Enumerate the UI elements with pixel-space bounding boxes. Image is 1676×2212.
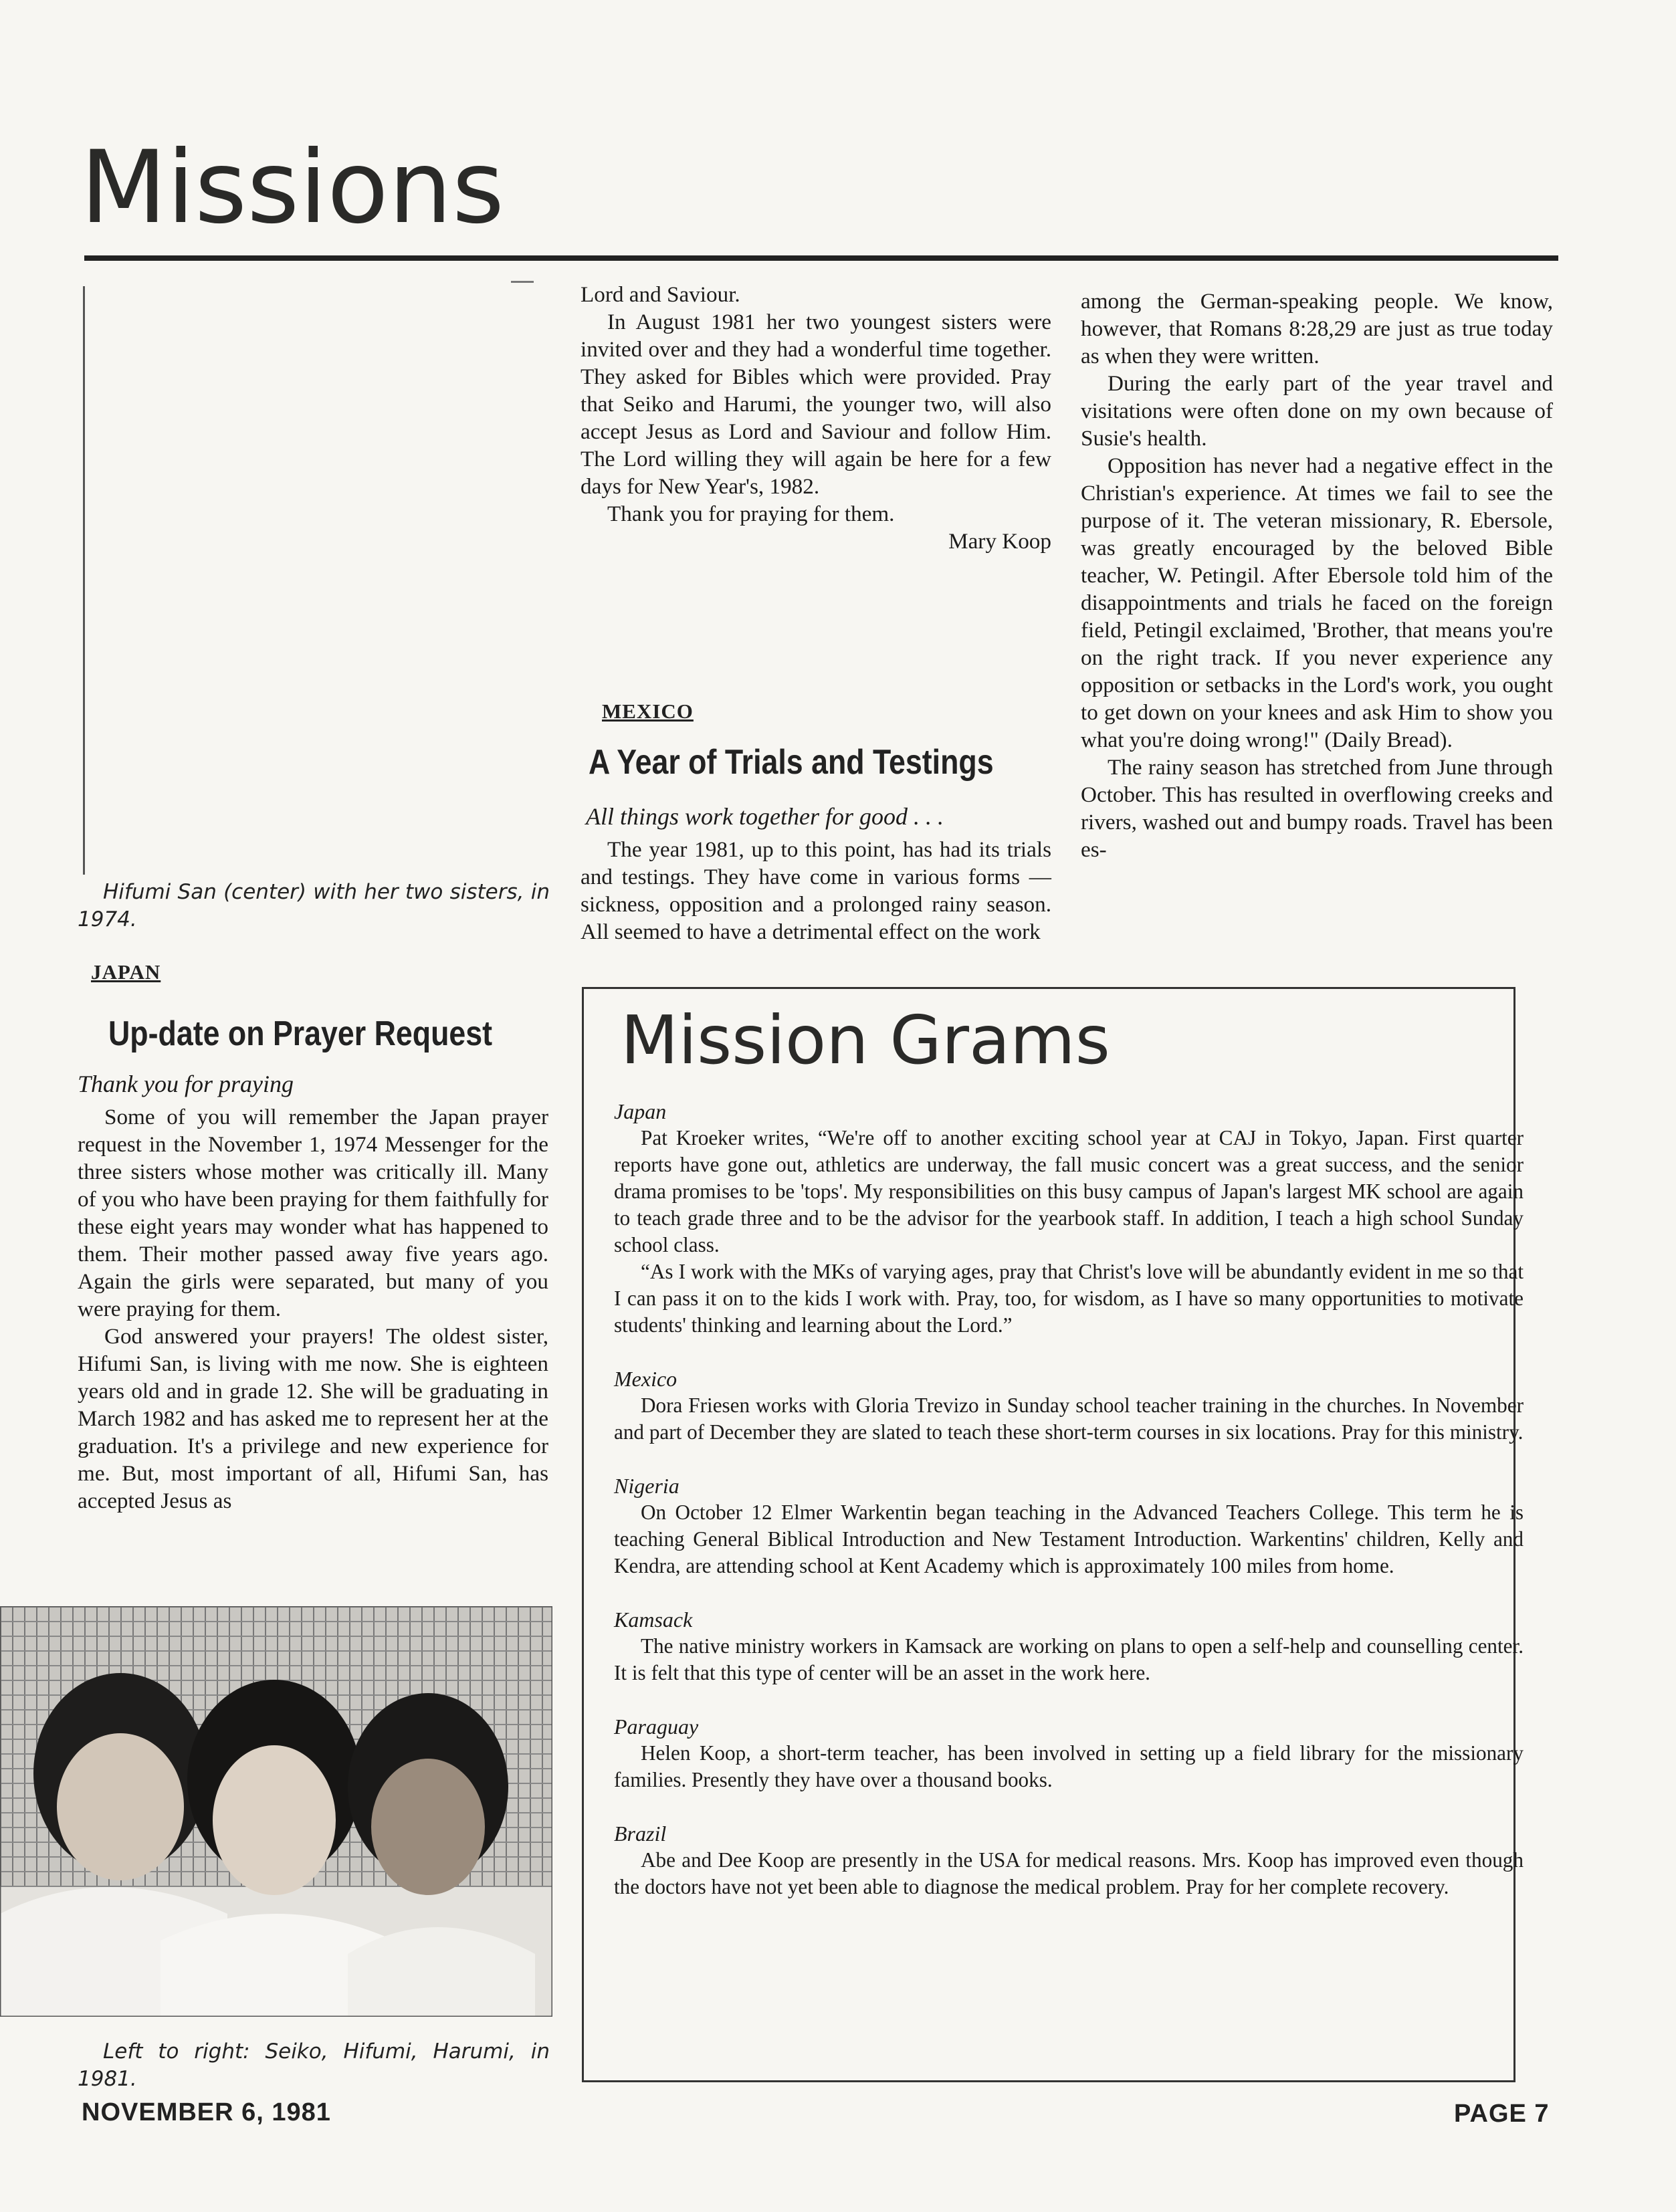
- paragraph: among the German-speaking people. We know, however, that Romans 8:28,29 are just as true today as when they were written.: [1081, 289, 1553, 368]
- signature: Mary Koop: [948, 529, 1051, 554]
- paragraph: The native ministry workers in Kamsack are working on plans to open a self-help and counselling center. It is felt that this type of center will be an asset in the work here.: [614, 1634, 1524, 1684]
- gram-brazil: [614, 1820, 1524, 1900]
- mission-grams-list: [614, 1098, 1524, 1900]
- mexico-kicker: MEXICO: [602, 699, 694, 723]
- gram-body: [614, 1125, 1524, 1339]
- gram-mexico: [614, 1365, 1524, 1446]
- paragraph: The rainy season has stretched from June through October. This has resulted in overflowing creeks and rivers, washed out and bumpy roads. Travel has been es-: [1081, 755, 1553, 862]
- mexico-article-continued: [1081, 288, 1553, 863]
- japan-article-continued: [581, 281, 1051, 555]
- footer-page-number: PAGE 7: [1454, 2100, 1550, 2128]
- title-rule: [84, 255, 1558, 261]
- gram-region: Nigeria: [614, 1474, 679, 1498]
- paragraph: In August 1981 her two youngest sisters were invited over and they had a wonderful time together. They asked for Bibles which were provided. Pray that Seiko and Harumi, the younger two, will also accept Jesus as Lord and Saviour and follow Him. The Lord willing they will again be here for a few days for New Year's, 1982.: [581, 310, 1051, 499]
- gram-region: Kamsack: [614, 1608, 693, 1632]
- photo-1974-area: [83, 286, 524, 875]
- paragraph: Some of you will remember the Japan prayer request in the November 1, 1974 Messenger for the three sisters whose mother was critically ill. Many of you who have been praying for them faithfully for these eight years may wonder what has happened to them. Their mother passed away five years ago. Again the girls were separated, but many of you were praying for them.: [78, 1105, 548, 1321]
- paragraph: Helen Koop, a short-term teacher, has been involved in setting up a field library for the missionary families. Presently they have over a thousand books.: [614, 1741, 1524, 1791]
- paragraph: Thank you for praying for them.: [607, 502, 895, 526]
- sisters-photo: [0, 1606, 552, 2017]
- japan-kicker: JAPAN: [91, 960, 161, 984]
- sisters-photo-caption: Left to right: Seiko, Hifumi, Harumi, in 1981.: [78, 2039, 550, 2091]
- gram-japan: [614, 1098, 1524, 1339]
- gram-region: Paraguay: [614, 1715, 699, 1739]
- paragraph: Pat Kroeker writes, “We're off to another exciting school year at CAJ in Tokyo, Japan. First quarter reports have gone out, athletics are underway, the fall music concert was a great success, and the senior drama promises to be 'tops'. My responsibilities on this busy campus of Japan's largest MK school are again to teach grade three and to be the advisor for the yearbook staff. In addition, I teach a high school Sunday school class.: [614, 1126, 1524, 1256]
- footer-date: NOVEMBER 6, 1981: [82, 2098, 331, 2126]
- gram-body: [614, 1847, 1524, 1900]
- gram-body: [614, 1740, 1524, 1793]
- gram-paraguay: [614, 1713, 1524, 1793]
- mexico-deck: All things work together for good . . .: [586, 803, 944, 830]
- paragraph: During the early part of the year travel and visitations were often done on my own because of Susie's health.: [1081, 371, 1553, 451]
- mexico-article-body: [581, 836, 1051, 946]
- paragraph: “As I work with the MKs of varying ages, pray that Christ's love will be abundantly evident in me so that I can pass it on to the kids I work with. Pray, too, for wisdom, as I have so many opportunities to motivate students' thinking and learning about the Lord.”: [614, 1260, 1524, 1337]
- gram-region: Mexico: [614, 1367, 677, 1391]
- gram-region: Brazil: [614, 1821, 667, 1846]
- gram-body: [614, 1392, 1524, 1446]
- paragraph: The year 1981, up to this point, has had its trials and testings. They have come in various forms — sickness, opposition and a prolonged rainy season. All seemed to have a detrimental effect on the work: [581, 837, 1051, 944]
- gram-body: [614, 1499, 1524, 1579]
- paragraph: Abe and Dee Koop are presently in the USA for medical reasons. Mrs. Koop has improved even though the doctors have not yet been able to diagnose the medical problem. Pray for her complete recovery.: [614, 1848, 1524, 1898]
- paragraph: Dora Friesen works with Gloria Trevizo in Sunday school teacher training in the churches. In November and part of December they are slated to teach these short-term courses in six locations. Pray for this ministry.: [614, 1394, 1524, 1444]
- photo-corner-mark: [511, 281, 534, 283]
- paragraph: On October 12 Elmer Warkentin began teaching in the Advanced Teachers College. This term he is teaching General Biblical Introduction and New Testament Introduction. Warkentins' children, Kelly and Kendra, are attending school at Kent Academy which is approximately 100 miles from home.: [614, 1501, 1524, 1577]
- photo-1974-caption: Hifumi San (center) with her two sisters, in 1974.: [78, 880, 550, 931]
- page-title: Missions: [80, 130, 505, 246]
- gram-nigeria: [614, 1472, 1524, 1579]
- paragraph: Opposition has never had a negative effect in the Christian's experience. At times we fail to see the purpose of it. The veteran missionary, R. Ebersole, was greatly encouraged by the beloved Bible teacher, W. Petingil. After Ebersole told him of the disappointments and trials he faced on the foreign field, Petingil exclaimed, 'Brother, that means you're on the right track. If you never experience any opposition or setbacks in the Lord's work, you ought to get down on your knees and ask Him to show you what you're doing wrong!" (Daily Bread).: [1081, 453, 1553, 752]
- japan-headline: Up-date on Prayer Request: [108, 1014, 493, 1053]
- gram-kamsack: [614, 1606, 1524, 1686]
- mission-grams-title: Mission Grams: [621, 1001, 1110, 1079]
- japan-article-body: [78, 1103, 548, 1515]
- mexico-headline: A Year of Trials and Testings: [589, 743, 994, 782]
- paragraph: Lord and Saviour.: [581, 282, 740, 307]
- paragraph: God answered your prayers! The oldest sister, Hifumi San, is living with me now. She is eighteen years old and in grade 12. She will be graduating in March 1982 and has asked me to represent her at the graduation. It's a privilege and new experience for me. But, most important of all, Hifumi San, has accepted Jesus as: [78, 1324, 548, 1513]
- japan-deck: Thank you for praying: [78, 1071, 294, 1097]
- gram-body: [614, 1633, 1524, 1686]
- gram-region: Japan: [614, 1099, 667, 1123]
